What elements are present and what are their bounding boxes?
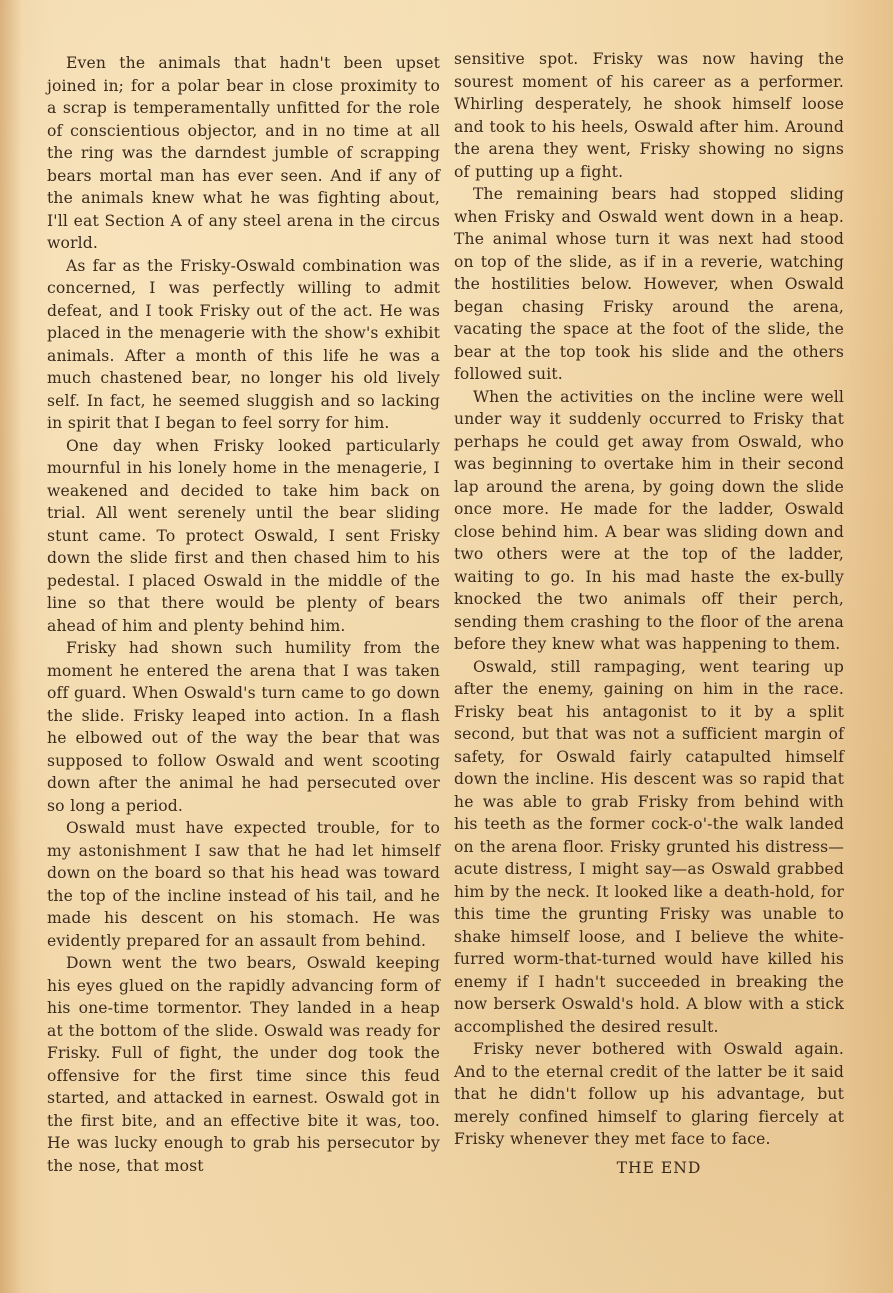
paragraph: Oswald, still rampaging, went tearing up after the enemy, gaining on him in the race. Frisky beat his antagonist to it by a split second, but that was not a sufficient margin of safety, for Oswald fairly catapulted himself down the incline. His descent was so rapid that he was able to grab Frisky from behind with his teeth as the former cock-o'-the walk landed on the arena floor. Frisky grunted his distress—acute distress, I might say—as Oswald grabbed him by the neck. It looked like a death-hold, for this time the grunting Frisky was unable to shake himself loose, and I believe the white-furred worm-that-turned would have killed his enemy if I hadn't succeeded in breaking the now berserk Oswald's hold. A blow with a stick accomplished the desired result. xyxy=(454,657,844,1036)
paragraph: Even the animals that hadn't been upset joined in; for a polar bear in close proximity to a scrap is temperamentally unfitted for the role of conscientious objector, and in no time at all the ring was the darndest jumble of scrapping bears mortal man has ever seen. And if any of the animals knew what he was fighting about, I'll eat Section A of any steel arena in the circus world. xyxy=(47,54,440,252)
paragraph: One day when Frisky looked particularly mournful in his lonely home in the menagerie, I weakened and decided to take him back on trial. All went serenely until the bear sliding stunt came. To protect Oswald, I sent Frisky down the slide first and then chased him to his pedestal. I placed Oswald in the middle of the line so that there would be plenty of bears ahead of him and plenty behind him. xyxy=(47,436,440,635)
right-column xyxy=(454,48,844,1179)
paper-edge xyxy=(0,0,22,1293)
the-end-label: THE END xyxy=(616,1158,702,1177)
paragraph: As far as the Frisky-Oswald combination was concerned, I was perfectly willing to admit defeat, and I took Frisky out of the act. He was placed in the menagerie with the show's exhibit animals. After a month of this life he was a much chastened bear, no longer his old lively self. In fact, he seemed sluggish and so lacking in spirit that I began to feel sorry for him. xyxy=(47,256,440,432)
paragraph: Oswald must have expected trouble, for to my astonishment I saw that he had let himself down on the board so that his head was toward the top of the incline instead of his tail, and he made his descent on his stomach. He was evidently prepared for an assault from behind. xyxy=(47,819,440,950)
paragraph: Frisky had shown such humility from the moment he entered the arena that I was taken off guard. When Oswald's turn came to go down the slide. Frisky leaped into action. In a flash he elbowed out of the way the bear that was supposed to follow Oswald and went scooting down after the animal he had persecuted over so long a period. xyxy=(47,639,440,815)
paragraph: sensitive spot. Frisky was now having the sourest moment of his career as a performer. Whirling desperately, he shook himself loose and took to his heels, Oswald after him. Around the arena they went, Frisky showing no signs of putting up a fight. xyxy=(454,50,844,181)
paragraph: Down went the two bears, Oswald keeping his eyes glued on the rapidly advancing form of his one-time tormentor. They landed in a heap at the bottom of the slide. Oswald was ready for Frisky. Full of fight, the under dog took the offensive for the first time since this feud started, and attacked in earnest. Oswald got in the first bite, and an effective bite it was, too. He was lucky enough to grab his persecutor by the nose, that most xyxy=(47,954,440,1175)
paragraph: When the activities on the incline were well under way it suddenly occurred to Frisky that perhaps he could get away from Oswald, who was beginning to overtake him in their second lap around the arena, by going down the slide once more. He made for the ladder, Oswald close behind him. A bear was sliding down and two others were at the top of the ladder, waiting to go. In his mad haste the ex-bully knocked the two animals off their perch, sending them crashing to the floor of the arena before they knew what was happening to them. xyxy=(454,387,844,653)
paragraph: Frisky never bothered with Oswald again. And to the eternal credit of the latter be it said that he didn't follow up his advantage, but merely confined himself to glaring fiercely at Frisky whenever they met face to face. xyxy=(454,1040,844,1148)
paragraph: The remaining bears had stopped sliding when Frisky and Oswald went down in a heap. The animal whose turn it was next had stood on top of the slide, as if in a reverie, watching the hostilities below. However, when Oswald began chasing Frisky around the arena, vacating the space at the foot of the slide, the bear at the top took his slide and the others followed suit. xyxy=(454,185,844,383)
left-column xyxy=(47,52,440,1177)
